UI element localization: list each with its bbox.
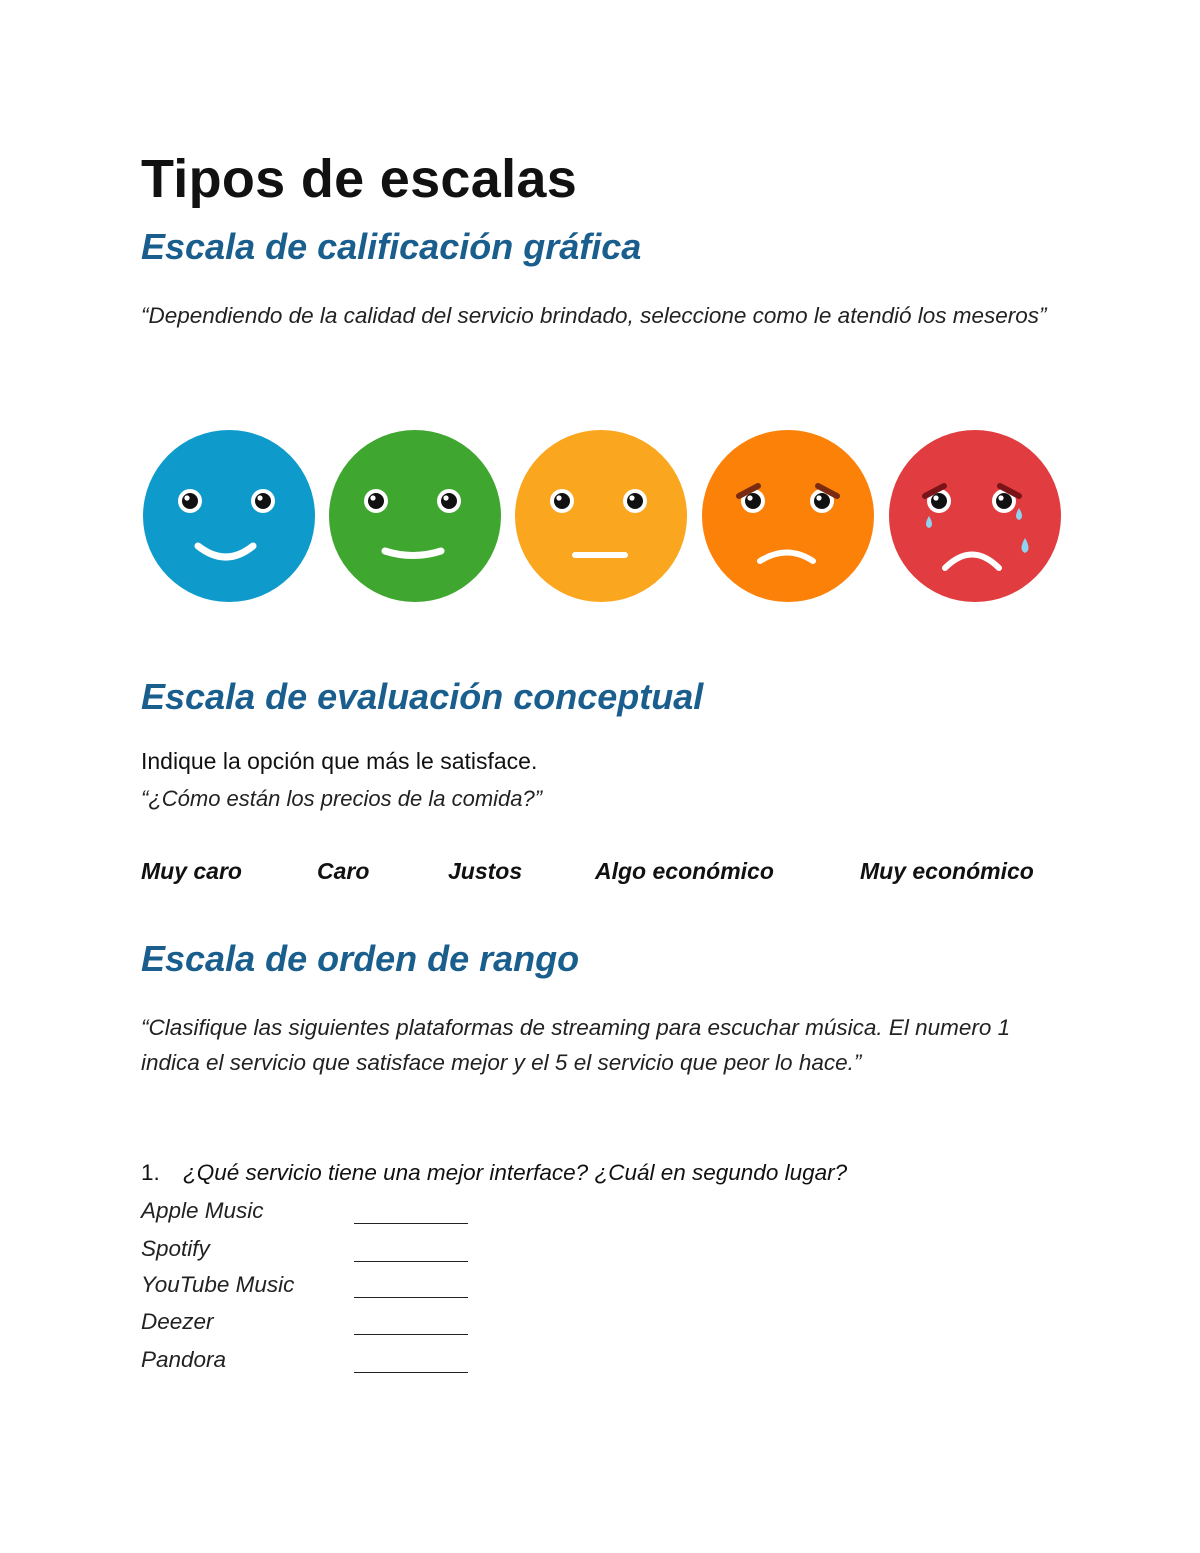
rank-blank-line[interactable] <box>354 1334 468 1335</box>
conceptual-scale-instruction: Indique la opción que más le satisface. <box>141 748 538 774</box>
platform-name: Spotify <box>141 1236 210 1261</box>
sad-face-icon[interactable] <box>700 428 876 604</box>
section-heading-conceptual-scale: Escala de evaluación conceptual <box>141 676 704 717</box>
conceptual-scale-question: “¿Cómo están los precios de la comida?” <box>141 786 543 811</box>
option-muy-economico[interactable]: Muy económico <box>860 858 1034 884</box>
happy-face-icon[interactable] <box>327 428 503 604</box>
rank-question <box>141 1160 847 1186</box>
rank-blank-line[interactable] <box>354 1297 468 1298</box>
rank-order-instruction: “Clasifique las siguientes plataformas de streaming para escuchar música. El numero 1 indica el servicio que satisface mejor y el 5 el servicio que peor lo hace.” <box>141 1015 1011 1075</box>
rank-blank-line[interactable] <box>354 1223 468 1224</box>
rank-row-apple-music <box>141 1198 471 1234</box>
platform-name: Pandora <box>141 1347 227 1372</box>
rank-row-deezer <box>141 1309 471 1345</box>
option-algo-economico[interactable]: Algo económico <box>595 858 774 884</box>
platform-name: YouTube Music <box>141 1272 295 1297</box>
rank-row-spotify <box>141 1236 471 1272</box>
page-title: Tipos de escalas <box>141 149 578 209</box>
option-justos[interactable]: Justos <box>448 858 523 884</box>
rank-row-youtube-music <box>141 1272 471 1308</box>
neutral-face-icon[interactable] <box>513 428 689 604</box>
very-happy-face-icon[interactable] <box>141 428 317 604</box>
crying-face-icon[interactable] <box>887 428 1063 604</box>
option-caro[interactable]: Caro <box>317 858 370 884</box>
rank-blank-line[interactable] <box>354 1372 468 1373</box>
platform-name: Apple Music <box>141 1198 264 1223</box>
rank-row-pandora <box>141 1347 471 1383</box>
option-muy-caro[interactable]: Muy caro <box>141 858 242 884</box>
platform-name: Deezer <box>141 1309 214 1334</box>
rank-blank-line[interactable] <box>354 1261 468 1262</box>
graphic-scale-question: “Dependiendo de la calidad del servicio brindado, seleccione como le atendió los meseros” <box>141 303 1047 328</box>
question-text: ¿Qué servicio tiene una mejor interface? ¿Cuál en segundo lugar? <box>183 1160 848 1185</box>
question-number: 1. <box>141 1160 160 1185</box>
face-rating-scale <box>141 428 1061 604</box>
section-heading-graphic-scale: Escala de calificación gráfica <box>141 226 642 267</box>
section-heading-rank-order-scale: Escala de orden de rango <box>141 938 580 979</box>
